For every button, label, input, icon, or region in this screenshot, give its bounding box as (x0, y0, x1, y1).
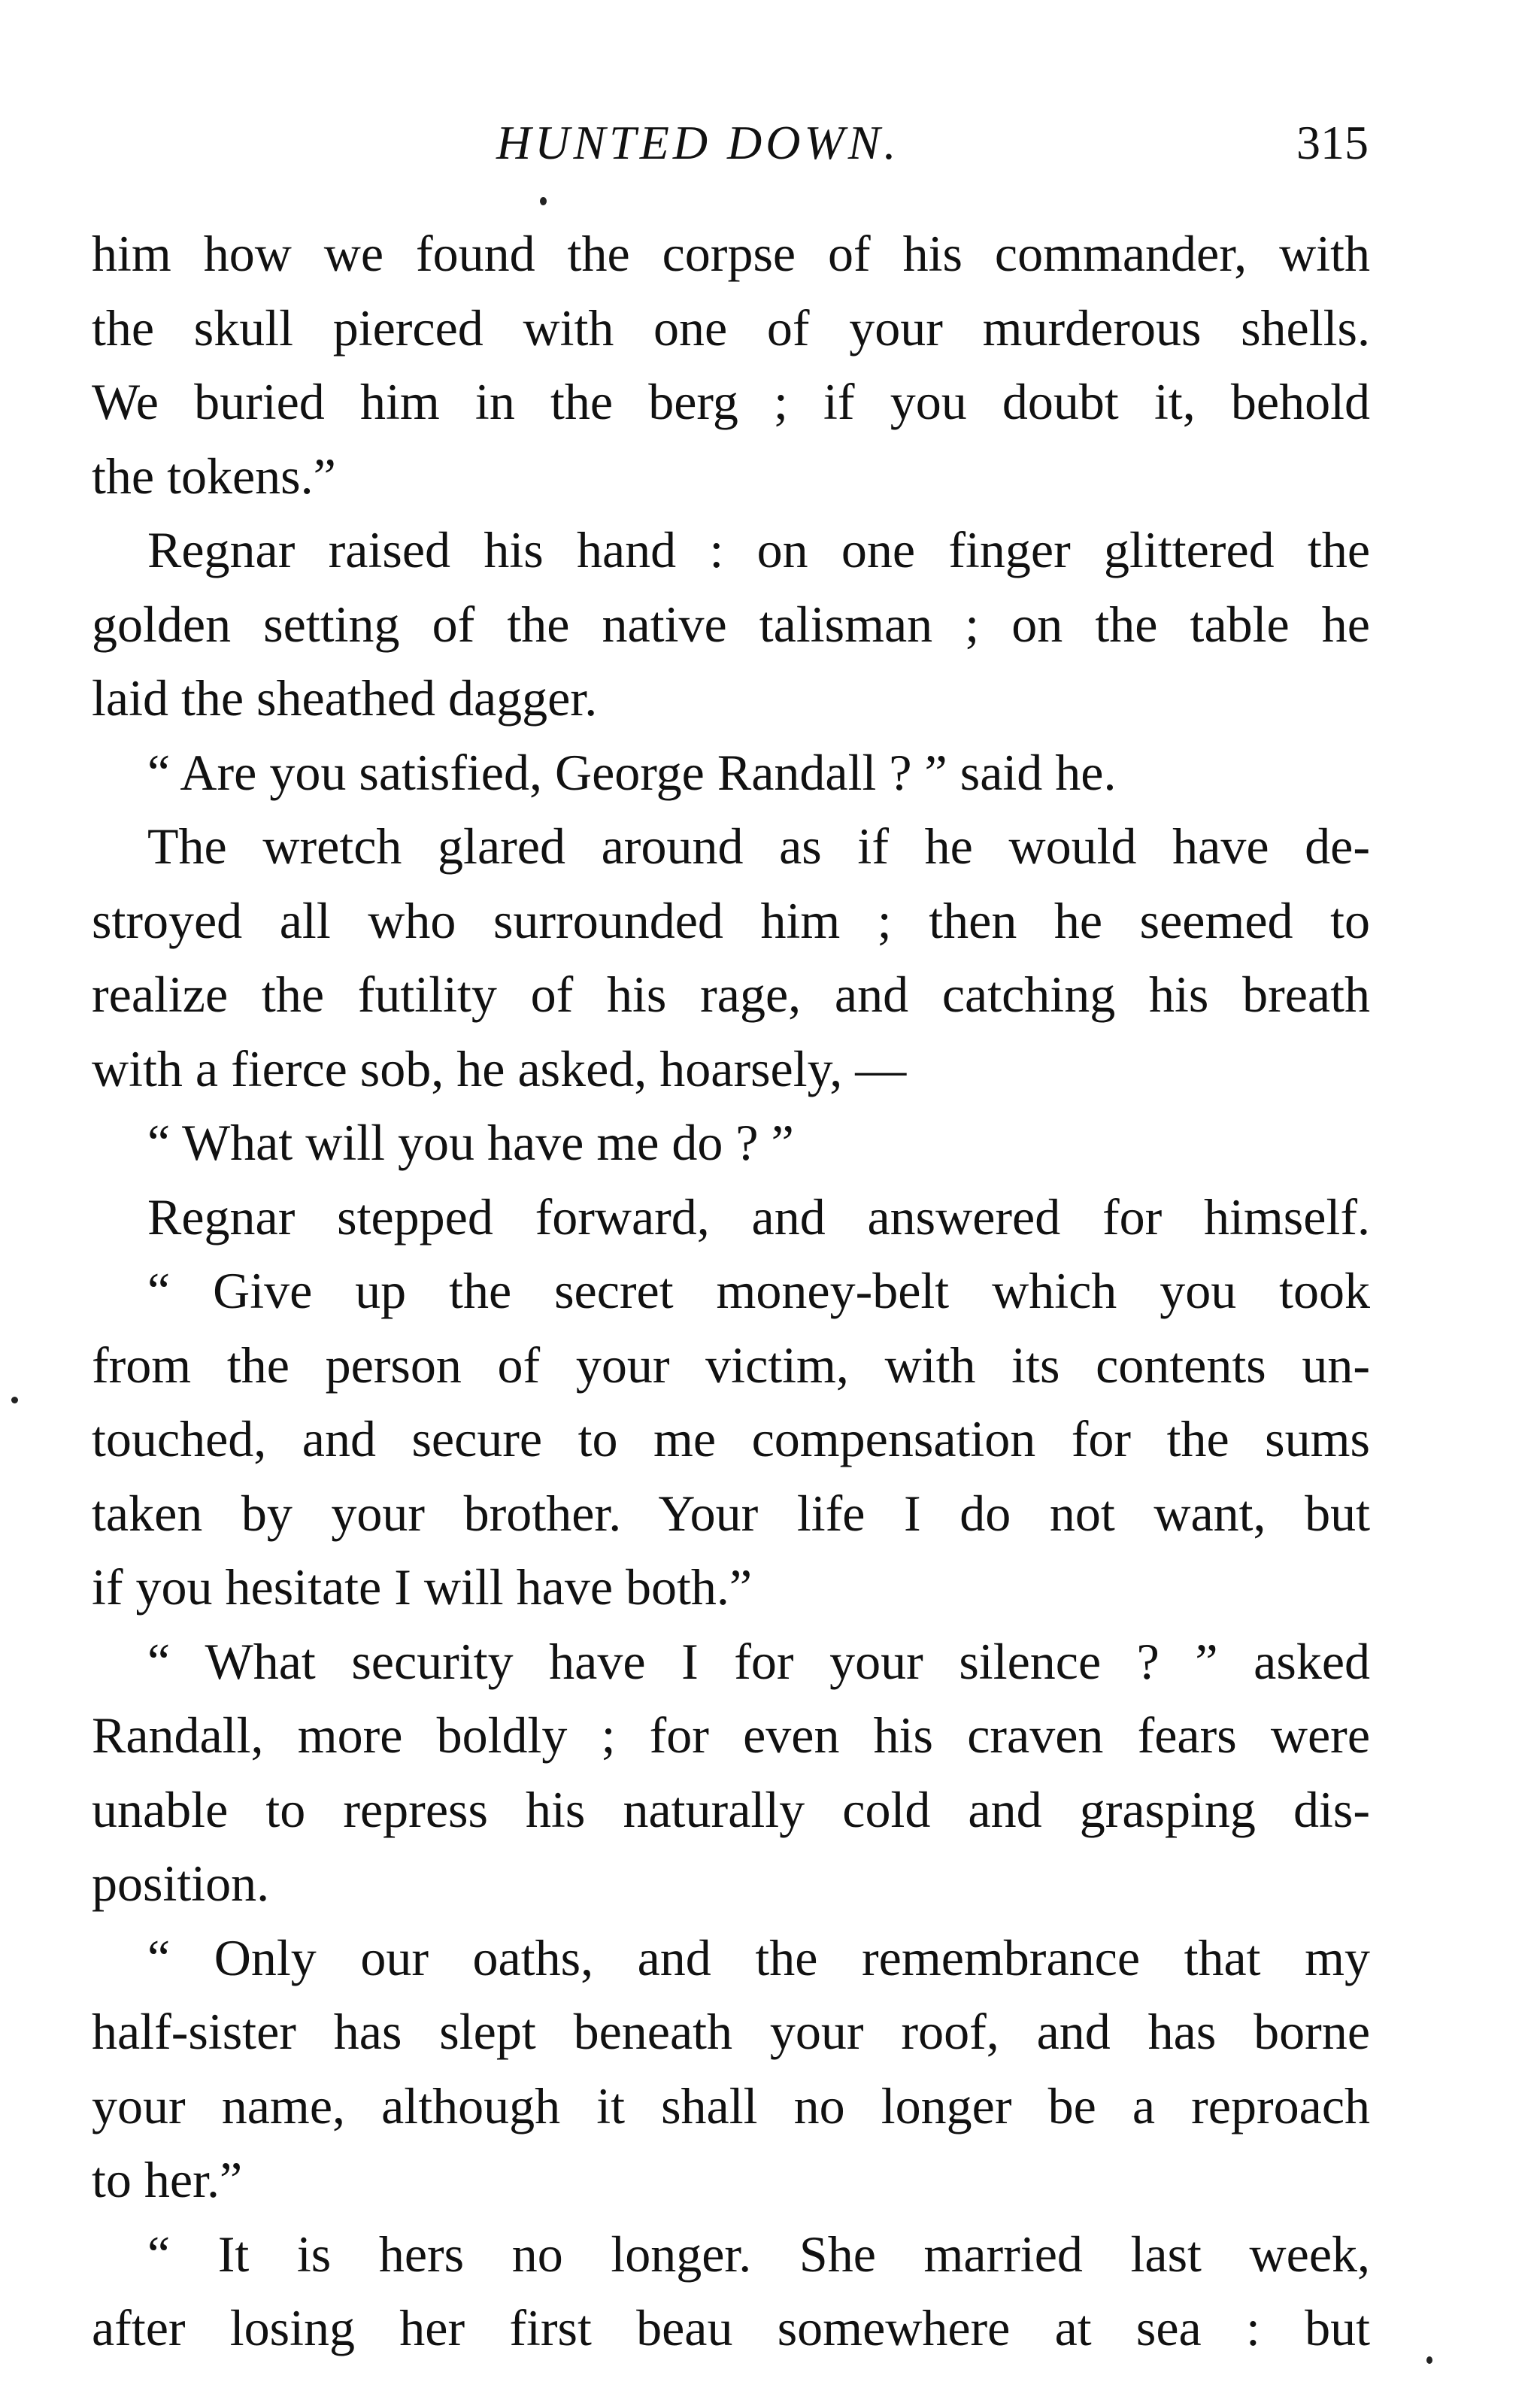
text-line: to her.” (92, 2151, 243, 2208)
text-line: unable to repress his naturally cold and grasping dis- (92, 1780, 1370, 1838)
text-line: “ What will you have me do ? ” (147, 1114, 794, 1171)
text-line: position. (92, 1855, 270, 1912)
text-line: the tokens.” (92, 447, 336, 505)
text-line: The wretch glared around as if he would have de- (147, 818, 1370, 875)
text-line: Regnar raised his hand : on one finger glittered the (147, 521, 1370, 578)
text-line: realize the futility of his rage, and catching his breath (92, 966, 1370, 1023)
text-line: from the person of your victim, with its contents un- (92, 1336, 1370, 1394)
text-line: him how we found the corpse of his commander, with (92, 225, 1370, 282)
text-line: taken by your brother. Your life I do not want, but (92, 1484, 1370, 1542)
ink-speck (1426, 2356, 1432, 2364)
text-line: “ Give up the secret money-belt which you took (147, 1262, 1370, 1319)
text-line: stroyed all who surrounded him ; then he seemed to (92, 891, 1370, 949)
text-line: touched, and secure to me compensation for the sums (92, 1410, 1370, 1467)
text-line: Randall, more boldly ; for even his craven fears were (92, 1707, 1370, 1764)
running-title: HUNTED DOWN. (496, 116, 900, 169)
text-line: half-sister has slept beneath your roof, and has borne (92, 2003, 1370, 2060)
text-line: after losing her first beau somewhere at sea : but (92, 2299, 1370, 2356)
text-line: “ Are you satisfied, George Randall ? ” said he. (147, 743, 1117, 801)
body-text (92, 217, 1370, 2365)
text-line: We buried him in the berg ; if you doubt it, behold (92, 373, 1370, 430)
text-line: your name, although it shall no longer be a reproach (92, 2077, 1370, 2134)
text-line: golden setting of the native talisman ; on the table he (92, 595, 1370, 653)
text-line: “ What security have I for your silence ? ” asked (147, 1632, 1370, 1690)
text-line: the skull pierced with one of your murderous shells. (92, 299, 1370, 357)
text-line: “ Only our oaths, and the remembrance that my (147, 1928, 1370, 1986)
text-line: laid the sheathed dagger. (92, 669, 598, 727)
text-line: if you hesitate I will have both.” (92, 1558, 753, 1616)
text-line: with a fierce sob, he asked, hoarsely, — (92, 1039, 907, 1097)
text-line: Regnar stepped forward, and answered for himself. (147, 1188, 1370, 1245)
ink-speck (540, 197, 547, 205)
page-header (90, 113, 1369, 181)
page-number: 315 (1296, 116, 1369, 169)
text-line: “ It is hers no longer. She married last week, (147, 2225, 1370, 2283)
ink-speck (11, 1397, 18, 1403)
